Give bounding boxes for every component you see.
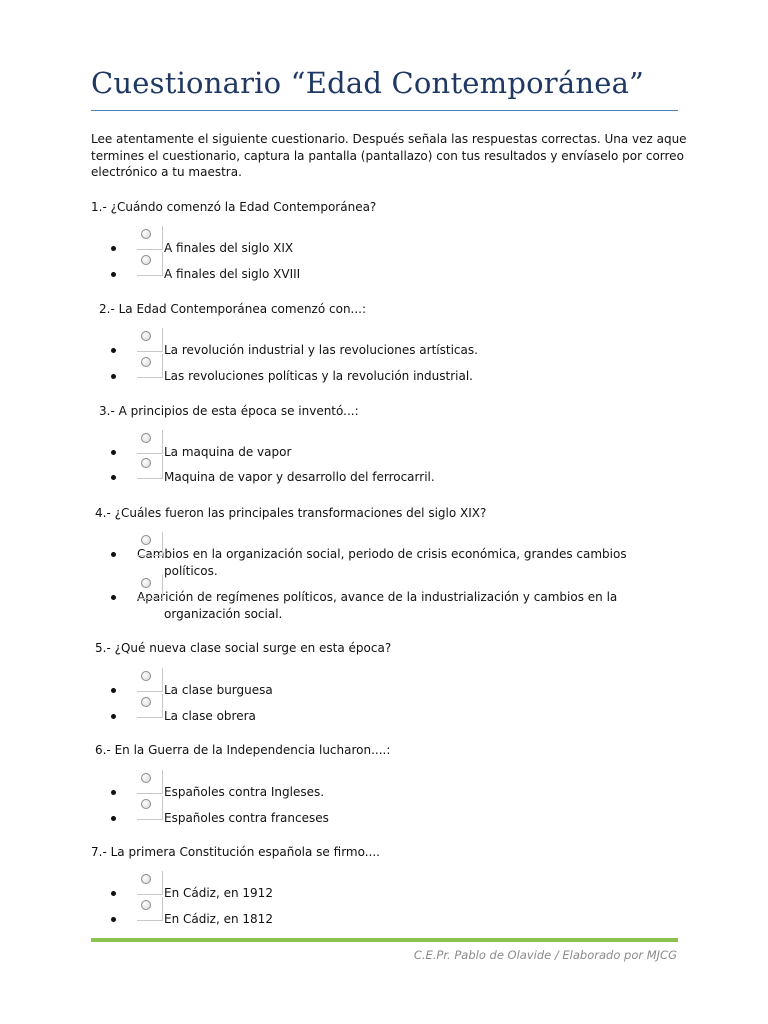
option-2-a[interactable] <box>111 342 651 359</box>
radio-circle-icon <box>141 357 151 367</box>
radio-button[interactable] <box>137 354 163 378</box>
page-title: Cuestionario “Edad Contemporánea” <box>91 66 645 100</box>
radio-circle-icon <box>141 773 151 783</box>
option-5-a[interactable] <box>111 682 651 699</box>
bullet-icon <box>111 348 116 353</box>
radio-circle-icon <box>141 874 151 884</box>
bullet-icon <box>111 688 116 693</box>
radio-button[interactable] <box>137 575 163 599</box>
radio-button[interactable] <box>137 796 163 820</box>
radio-button[interactable] <box>137 897 163 921</box>
option-4-a[interactable] <box>111 546 651 580</box>
radio-circle-icon <box>141 578 151 588</box>
radio-circle-icon <box>141 535 151 545</box>
radio-circle-icon <box>141 697 151 707</box>
footer-text: C.E.Pr. Pablo de Olavide / Elaborado por MJCG <box>413 948 677 962</box>
question-3: 3.- A principios de esta época se inventó...: <box>99 404 359 418</box>
option-7-b[interactable] <box>111 911 651 928</box>
radio-button[interactable] <box>137 252 163 276</box>
option-7-a[interactable] <box>111 885 651 902</box>
radio-button[interactable] <box>137 694 163 718</box>
option-5-b[interactable] <box>111 708 651 725</box>
radio-circle-icon <box>141 900 151 910</box>
question-4: 4.- ¿Cuáles fueron las principales transformaciones del siglo XIX? <box>95 506 487 520</box>
option-2-b[interactable] <box>111 368 651 385</box>
bullet-icon <box>111 246 116 251</box>
bullet-icon <box>111 891 116 896</box>
bullet-icon <box>111 374 116 379</box>
option-label: A finales del siglo XVIII <box>164 267 301 281</box>
option-label: La maquina de vapor <box>164 445 292 459</box>
bullet-icon <box>111 714 116 719</box>
radio-button[interactable] <box>137 430 163 454</box>
option-label: La clase burguesa <box>164 683 273 697</box>
option-label: Maquina de vapor y desarrollo del ferrocarril. <box>164 470 435 484</box>
bullet-icon <box>111 595 116 600</box>
radio-button[interactable] <box>137 871 163 895</box>
radio-button[interactable] <box>137 455 163 479</box>
question-5: 5.- ¿Qué nueva clase social surge en esta época? <box>95 641 392 655</box>
footer-divider <box>91 938 678 942</box>
radio-circle-icon <box>141 799 151 809</box>
radio-button[interactable] <box>137 328 163 352</box>
question-2: 2.- La Edad Contemporánea comenzó con...: <box>99 302 367 316</box>
radio-circle-icon <box>141 255 151 265</box>
radio-circle-icon <box>141 433 151 443</box>
bullet-icon <box>111 790 116 795</box>
option-label: En Cádiz, en 1812 <box>164 912 273 926</box>
bullet-icon <box>111 552 116 557</box>
radio-circle-icon <box>141 229 151 239</box>
radio-button[interactable] <box>137 770 163 794</box>
option-3-b[interactable] <box>111 469 651 486</box>
option-1-a[interactable] <box>111 240 651 257</box>
option-label: Cambios en la organización social, periodo de crisis económica, grandes cambios políticos. <box>137 547 627 578</box>
option-label: Españoles contra Ingleses. <box>164 785 325 799</box>
radio-circle-icon <box>141 671 151 681</box>
intro-paragraph: Lee atentamente el siguiente cuestionario. Después señala las respuestas correctas. Una vez aque termines el cuestionario, captura la pantalla (pantallazo) con tus resultados y envíaselo por correo electrónico a tu maestra. <box>91 132 687 179</box>
option-6-a[interactable] <box>111 784 651 801</box>
title-divider <box>91 110 678 111</box>
option-6-b[interactable] <box>111 810 651 827</box>
option-1-b[interactable] <box>111 266 651 283</box>
radio-circle-icon <box>141 458 151 468</box>
option-3-a[interactable] <box>111 444 651 461</box>
question-6: 6.- En la Guerra de la Independencia lucharon....: <box>95 743 391 757</box>
option-label: Las revoluciones políticas y la revolución industrial. <box>164 369 473 383</box>
bullet-icon <box>111 816 116 821</box>
radio-button[interactable] <box>137 226 163 250</box>
radio-button[interactable] <box>137 532 163 556</box>
bullet-icon <box>111 475 116 480</box>
bullet-icon <box>111 917 116 922</box>
option-label: La revolución industrial y las revoluciones artísticas. <box>164 343 478 357</box>
option-label: A finales del siglo XIX <box>164 241 294 255</box>
question-7: 7.- La primera Constitución española se firmo.... <box>91 845 380 859</box>
bullet-icon <box>111 272 116 277</box>
radio-button[interactable] <box>137 668 163 692</box>
question-1: 1.- ¿Cuándo comenzó la Edad Contemporánea? <box>91 200 377 214</box>
option-label: Españoles contra franceses <box>164 811 329 825</box>
option-4-b[interactable] <box>111 589 651 623</box>
option-label: En Cádiz, en 1912 <box>164 886 273 900</box>
option-label: Aparición de regímenes políticos, avance de la industrialización y cambios en la organización social. <box>137 590 618 621</box>
radio-circle-icon <box>141 331 151 341</box>
option-label: La clase obrera <box>164 709 256 723</box>
bullet-icon <box>111 450 116 455</box>
